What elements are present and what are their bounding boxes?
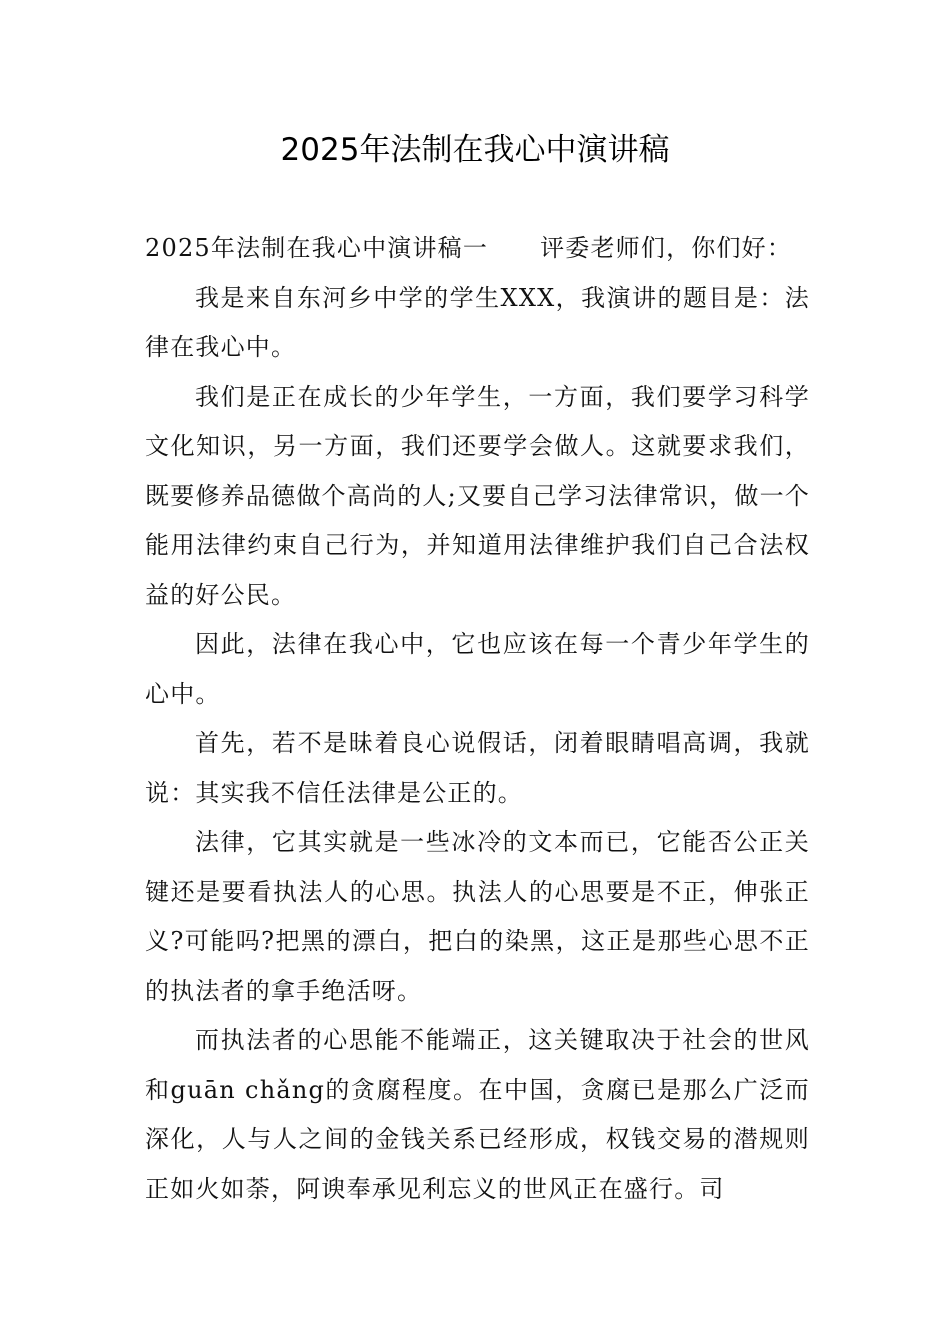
heading-line-right: 评委老师们，你们好： <box>540 234 793 262</box>
heading-line <box>145 224 810 274</box>
heading-line-left: 2025年法制在我心中演讲稿一 <box>145 234 489 262</box>
paragraph: 而执法者的心思能不能端正，这关键取决于社会的世风和guān chǎng的贪腐程度。在中国，贪腐已是那么广泛而深化，人与人之间的金钱关系已经形成，权钱交易的潜规则正如火如荼，阿谀奉承见利忘义的世风正在盛行。司 <box>145 1026 810 1203</box>
document-title: 2025年法制在我心中演讲稿 <box>280 132 670 168</box>
paragraph: 首先，若不是昧着良心说假话，闭着眼睛唱高调，我就说：其实我不信任法律是公正的。 <box>145 729 810 807</box>
document-body <box>145 224 810 1214</box>
paragraph: 因此，法律在我心中，它也应该在每一个青少年学生的心中。 <box>145 630 810 708</box>
paragraph: 法律，它其实就是一些冰冷的文本而已，它能否公正关键还是要看执法人的心思。执法人的心思要是不正，伸张正义?可能吗?把黑的漂白，把白的染黑，这正是那些心思不正的执法者的拿手绝活呀。 <box>145 828 810 1005</box>
paragraph: 我是来自东河乡中学的学生XXX，我演讲的题目是：法律在我心中。 <box>145 283 810 361</box>
paragraph: 我们是正在成长的少年学生，一方面，我们要学习科学文化知识，另一方面，我们还要学会做人。这就要求我们，既要修养品德做个高尚的人;又要自己学习法律常识，做一个能用法律约束自己行为，并知道用法律维护我们自己合法权益的好公民。 <box>145 382 810 609</box>
